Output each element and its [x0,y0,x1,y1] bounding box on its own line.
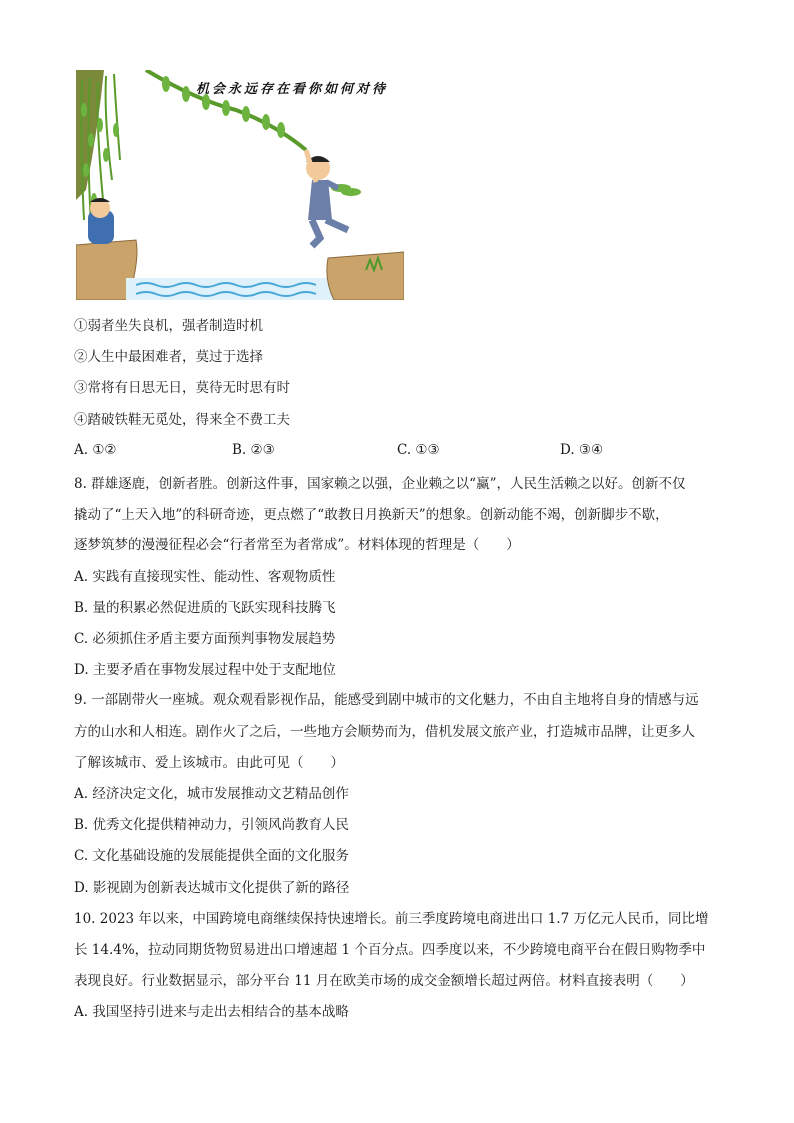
q7-statement-3: ③常将有日思无日，莫待无时思有时 [74,380,290,396]
q9-stem-line-2: 方的山水和人相连。剧作火了之后，一些地方会顺势而为，借机发展文旅产业，打造城市品牌，让更多人 [74,724,695,740]
q7-statement-4: ④踏破铁鞋无觅处，得来全不费工夫 [74,412,290,428]
q7-options [74,442,734,462]
q9-option-a[interactable]: A. 经济决定文化，城市发展推动文艺精品创作 [74,786,349,802]
q7-option-b[interactable]: B. ②③ [232,442,275,458]
q9-option-d[interactable]: D. 影视剧为创新表达城市文化提供了新的路径 [74,880,350,896]
q9-option-c[interactable]: C. 文化基础设施的发展能提供全面的文化服务 [74,848,349,864]
cartoon-drawing [76,70,404,300]
q10-option-a[interactable]: A. 我国坚持引进来与走出去相结合的基本战略 [74,1004,349,1020]
q7-option-c[interactable]: C. ①③ [397,442,440,458]
q8-stem-line-1: 8. 群雄逐鹿，创新者胜。创新这件事，国家赖之以强，企业赖之以“赢”，人民生活赖之以好。创新不仅 [74,476,686,492]
q7-statement-1: ①弱者坐失良机，强者制造时机 [74,318,263,334]
q10-stem-line-3: 表现良好。行业数据显示，部分平台 11 月在欧美市场的成交金额增长超过两倍。材料直接表明（ ） [74,973,694,989]
q8-option-c[interactable]: C. 必须抓住矛盾主要方面预判事物发展趋势 [74,631,336,647]
q9-stem-line-1: 9. 一部剧带火一座城。观众观看影视作品，能感受到剧中城市的文化魅力，不由自主地将自身的情感与远 [74,692,699,708]
q7-option-a[interactable]: A. ①② [74,442,117,458]
q8-option-b[interactable]: B. 量的积累必然促进质的飞跃实现科技腾飞 [74,600,336,616]
q8-stem-line-3: 逐梦筑梦的漫漫征程必会“行者常至为者常成”。材料体现的哲理是（ ） [74,537,520,553]
cartoon-illustration [76,70,404,300]
q8-stem-line-2: 撬动了“上天入地”的科研奇迹，更点燃了“敢教日月换新天”的想象。创新动能不竭，创新脚步不歇， [74,507,669,523]
q8-option-a[interactable]: A. 实践有直接现实性、能动性、客观物质性 [74,569,336,585]
q7-statement-2: ②人生中最困难者，莫过于选择 [74,349,263,365]
cartoon-caption: 机会永远存在看你如何对待 [196,82,389,97]
q9-stem-line-3: 了解该城市、爱上该城市。由此可见（ ） [74,755,344,771]
q10-stem-line-2: 长 14.4%，拉动同期货物贸易进出口增速超 1 个百分点。四季度以来，不少跨境电商平台在假日购物季中 [74,942,706,958]
q7-option-d[interactable]: D. ③④ [560,442,604,458]
q8-option-d[interactable]: D. 主要矛盾在事物发展过程中处于支配地位 [74,662,336,678]
q10-stem-line-1: 10. 2023 年以来，中国跨境电商继续保持快速增长。前三季度跨境电商进出口 1.7 万亿元人民币，同比增 [74,911,709,927]
q9-option-b[interactable]: B. 优秀文化提供精神动力，引领风尚教育人民 [74,817,350,833]
